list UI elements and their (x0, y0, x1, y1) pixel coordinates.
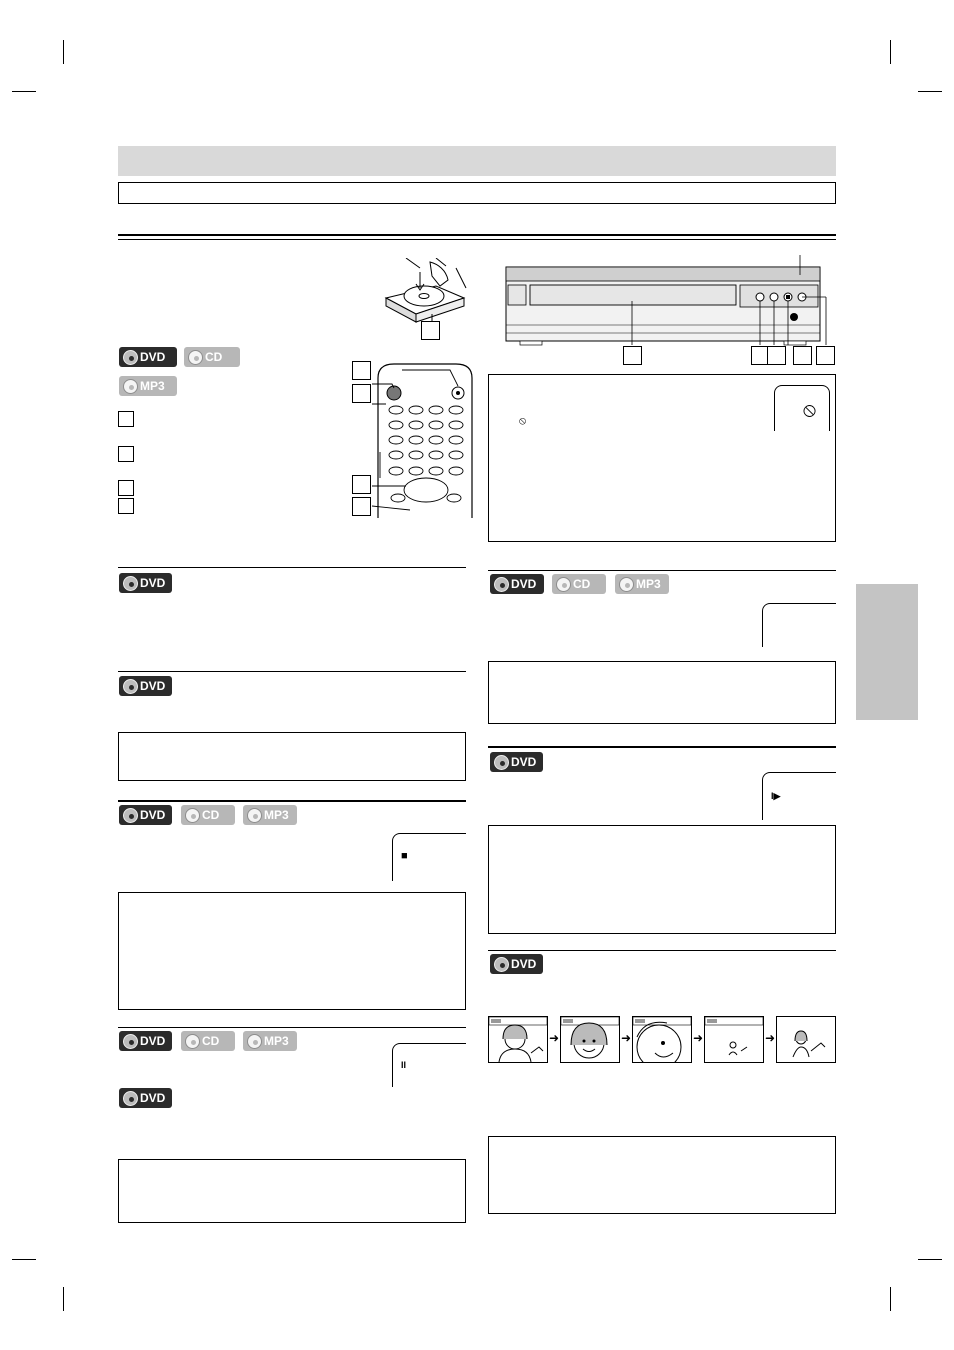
arrow-icon: ➜ (693, 1031, 704, 1045)
dvd-badge (119, 676, 172, 696)
section-rule (488, 746, 836, 748)
disc-icon (247, 808, 262, 823)
crop-mark (12, 1259, 36, 1260)
stop-icon: ■ (401, 850, 408, 862)
note-box (118, 732, 466, 781)
face-illustration (777, 1017, 835, 1062)
badge-label: CD (205, 350, 223, 364)
mp3-badge (243, 805, 297, 825)
dvd-badge (119, 1031, 172, 1051)
step-icon: I▶ (771, 791, 781, 801)
badge-label: MP3 (264, 808, 289, 822)
crop-mark (918, 1259, 942, 1260)
disc-icon (123, 379, 138, 394)
note-box (118, 1159, 466, 1223)
callout-box (793, 346, 812, 365)
crop-mark (12, 91, 36, 92)
callout-box (352, 384, 371, 403)
face-illustration (633, 1017, 691, 1062)
disc-icon (188, 350, 203, 365)
header-rule-thin (118, 239, 836, 240)
badge-label: CD (573, 577, 591, 591)
cd-badge (184, 347, 240, 367)
section-rule (118, 671, 466, 672)
disc-icon (185, 808, 200, 823)
zoom-frame-2 (560, 1016, 620, 1063)
osd-display-prohibited (774, 385, 830, 431)
header-bar (118, 146, 836, 176)
badge-label: DVD (140, 576, 166, 590)
disc-icon (123, 350, 138, 365)
badge-label: DVD (511, 957, 537, 971)
section-rule (118, 567, 466, 568)
disc-icon (494, 755, 509, 770)
dvd-badge (490, 954, 543, 974)
dvd-badge (119, 573, 172, 593)
osd-display (762, 603, 836, 647)
badge-label: MP3 (636, 577, 661, 591)
osd-display-pause (392, 1043, 466, 1087)
disc-icon (556, 577, 571, 592)
disc-icon (494, 957, 509, 972)
disc-icon (123, 1034, 138, 1049)
mp3-badge (243, 1031, 297, 1051)
badge-label: CD (202, 1034, 220, 1048)
badge-label: DVD (511, 577, 537, 591)
badge-label: MP3 (264, 1034, 289, 1048)
section-rule (488, 570, 836, 571)
prohibited-icon: ⦸ (803, 399, 817, 421)
face-illustration (561, 1017, 619, 1062)
zoom-frame-3 (632, 1016, 692, 1063)
callout-box (352, 497, 371, 516)
disc-icon (123, 576, 138, 591)
face-illustration (705, 1017, 763, 1062)
arrow-icon: ➜ (621, 1031, 632, 1045)
badge-label: DVD (140, 1091, 166, 1105)
step-box (118, 411, 134, 427)
badge-label: DVD (140, 350, 166, 364)
crop-mark (890, 40, 891, 64)
cd-badge (181, 805, 235, 825)
dvd-badge (119, 1088, 172, 1108)
step-box (118, 498, 134, 514)
arrow-icon: ➜ (765, 1031, 776, 1045)
cd-badge (552, 574, 606, 594)
dvd-badge (119, 347, 177, 367)
disc-icon (619, 577, 634, 592)
mp3-badge (615, 574, 669, 594)
disc-icon (123, 1091, 138, 1106)
osd-display-step (762, 772, 836, 820)
prohibited-icon-small: ⦸ (519, 415, 527, 427)
dvd-badge (119, 805, 172, 825)
dvd-badge (490, 574, 544, 594)
section-rule (118, 1027, 466, 1028)
note-box (118, 892, 466, 1010)
callout-box (352, 361, 371, 380)
badge-label: CD (202, 808, 220, 822)
badge-label: DVD (140, 1034, 166, 1048)
disc-icon (494, 577, 509, 592)
callout-box (352, 475, 371, 494)
badge-label: DVD (511, 755, 537, 769)
crop-mark (63, 1287, 64, 1311)
sub-header-box (118, 182, 836, 204)
arrow-icon: ➜ (549, 1031, 560, 1045)
note-box (488, 1136, 836, 1214)
mp3-badge (119, 376, 177, 396)
zoom-frame-5 (776, 1016, 836, 1063)
callout-box (767, 346, 786, 365)
badge-label: MP3 (140, 379, 165, 393)
side-tab (856, 584, 918, 720)
face-illustration (489, 1017, 547, 1062)
section-rule (118, 800, 466, 802)
crop-mark (918, 91, 942, 92)
crop-mark (890, 1287, 891, 1311)
callout-box (816, 346, 835, 365)
crop-mark (63, 40, 64, 64)
badge-label: DVD (140, 679, 166, 693)
disc-icon (123, 679, 138, 694)
zoom-frame-4 (704, 1016, 764, 1063)
pause-icon: II (401, 1060, 407, 1070)
badge-label: DVD (140, 808, 166, 822)
dvd-badge (490, 752, 543, 772)
note-box (488, 825, 836, 934)
step-box (118, 480, 134, 496)
step-box (118, 446, 134, 462)
header-rule (118, 234, 836, 236)
disc-icon (123, 808, 138, 823)
front-panel-illustration (504, 255, 840, 355)
disc-icon (185, 1034, 200, 1049)
cd-badge (181, 1031, 235, 1051)
zoom-frame-1 (488, 1016, 548, 1063)
disc-icon (247, 1034, 262, 1049)
osd-display-stop (392, 833, 466, 881)
callout-box (623, 346, 642, 365)
callout-box (421, 321, 440, 340)
note-box (488, 661, 836, 724)
section-rule (488, 950, 836, 951)
